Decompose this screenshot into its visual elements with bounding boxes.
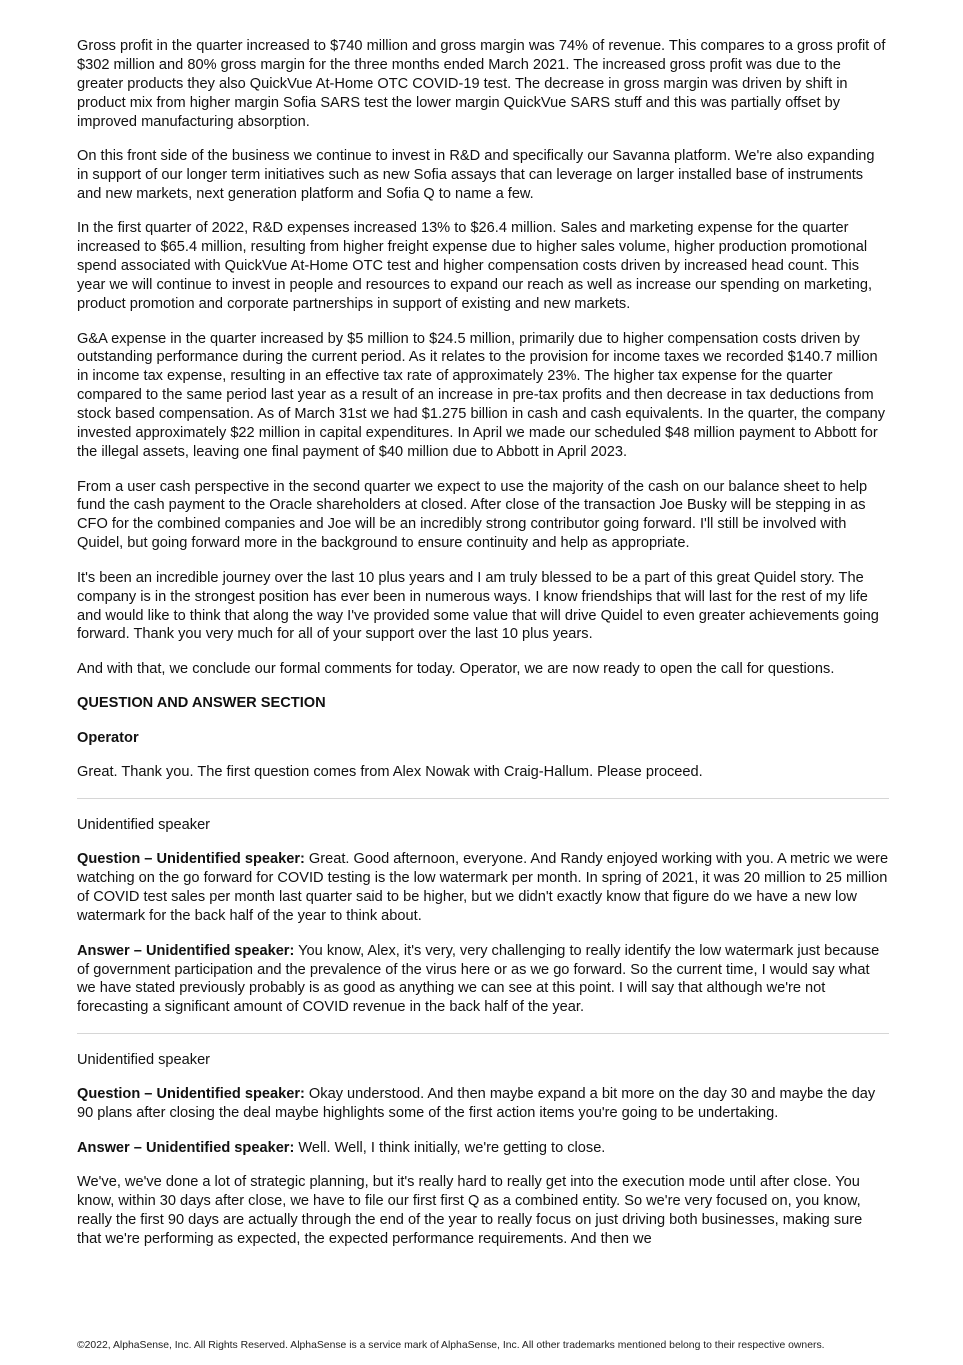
body-paragraph: From a user cash perspective in the second quarter we expect to use the majority of the cash on our balance sheet to help fund the cash payment to the Oracle shareholders at closed. After close of the transaction Joe Busky will be stepping in as CFO for the combined companies and Joe will be an incredibly strong contributor going forward. I'll still be involved with Quidel, but going forward more in the background to ensure continuity and help as appropriate.	[77, 478, 868, 552]
body-paragraph: It's been an incredible journey over the last 10 plus years and I am truly blessed to be a part of this great Quidel story. The company is in the strongest position has ever been in numerous ways. I know friendships that will last for the rest of my life and would like to think that along the way I've provided some value that will drive Quidel to even greater achievements going forward. Thank you very much for all of your support over the last 10 plus years.	[77, 569, 879, 643]
question-label: Question – Unidentified speaker:	[77, 851, 305, 868]
speaker-name: Unidentified speaker	[77, 816, 211, 833]
answer-continuation: We've, we've done a lot of strategic planning, but it's really hard to really get into the execution mode until after close. You know, within 30 days after close, we have to file our first first Q as a combined entity. So we're very focused on, you know, really the first 90 days are actually through the end of the year to really focus on just driving both businesses, making sure that we're performing as expected, the expected performance requirements. And then we	[77, 1174, 863, 1247]
answer-label: Answer – Unidentified speaker:	[77, 942, 295, 959]
question-text: Great. Good afternoon, everyone. And Randy enjoyed working with you. A metric we were watching on the go forward for COVID testing is the low watermark per month. In spring of 2021, it was 20 million to 25 million of COVID test sales per month last quarter said to be higher, but we didn't exactly know that figure do we have a new low watermark for the back half of the year to think about.	[77, 851, 889, 925]
body-paragraph: And with that, we conclude our formal comments for today. Operator, we are now ready to open the call for questions.	[77, 660, 835, 677]
body-paragraph: G&A expense in the quarter increased by $5 million to $24.5 million, primarily due to higher compensation costs driven by outstanding performance during the current period. As it relates to the provision for income taxes we recorded $140.7 million in income tax expense, resulting in an effective tax rate of approximately 23%. The higher tax expense for the quarter compared to the same period last year as a result of an increase in pre-tax profits and then decrease in tax deductions from stock based compensation. As of March 31st we had $1.275 billion in cash and cash equivalents. In the quarter, the company invested approximately $22 million in capital expenditures. In April we made our scheduled $48 million payment to Abbott for the illegal assets, leaving one final payment of $40 million due to Abbott in April 2023.	[77, 330, 886, 460]
question-paragraph	[77, 850, 889, 926]
question-paragraph	[77, 1085, 889, 1123]
answer-label: Answer – Unidentified speaker:	[77, 1139, 295, 1156]
body-paragraph: Gross profit in the quarter increased to $740 million and gross margin was 74% of revenue. This compares to a gross profit of $302 million and 80% gross margin for the three months ended March 2021. The increased gross profit was due to the greater products they also QuickVue At-Home OTC COVID-19 test. The decrease in gross margin was driven by shift in product mix from higher margin Sofia SARS test the lower margin QuickVue SARS stuff and this was partially offset by improved manufacturing absorption.	[77, 38, 886, 130]
qa-section-title: QUESTION AND ANSWER SECTION	[77, 695, 326, 712]
transcript-page	[77, 37, 889, 1265]
question-label: Question – Unidentified speaker:	[77, 1086, 305, 1103]
answer-paragraph	[77, 1139, 889, 1158]
answer-text: Well. Well, I think initially, we're getting to close.	[294, 1139, 606, 1156]
speaker-name: Unidentified speaker	[77, 1051, 211, 1068]
section-divider	[77, 1033, 889, 1034]
copyright-footer: ©2022, AlphaSense, Inc. All Rights Reserved. AlphaSense is a service mark of AlphaSense, Inc. All other trademarks mentioned belong to their respective owners.	[77, 1340, 825, 1351]
question-text: Okay understood. And then maybe expand a bit more on the day 30 and maybe the day 90 plans after closing the deal maybe highlights some of the first action items you're going to be undertaking.	[77, 1086, 876, 1122]
operator-label: Operator	[77, 729, 139, 746]
body-paragraph: In the first quarter of 2022, R&D expenses increased 13% to $26.4 million. Sales and marketing expense for the quarter increased to $65.4 million, resulting from higher freight expense due to higher sales volume, higher production promotional spend associated with QuickVue At-Home OTC test and higher compensation costs driven by increased head count. This year we will continue to invest in people and resources to expand our reach as well as increase our spending on marketing, product promotion and corporate partnerships in support of existing and new markets.	[77, 220, 873, 313]
section-divider	[77, 798, 889, 799]
operator-text: Great. Thank you. The first question comes from Alex Nowak with Craig-Hallum. Please proceed.	[77, 764, 703, 781]
body-paragraph: On this front side of the business we continue to invest in R&D and specifically our Savanna platform. We're also expanding in support of our longer term initiatives such as new Sofia assays that can leverage on larger installed base of instruments and new markets, next generation platform and Sofia Q to name a few.	[77, 148, 875, 202]
answer-text: You know, Alex, it's very, very challenging to really identify the low watermark just because of government participation and the prevalence of the virus here or as we go forward. So the current time, I would say what we have stated previously probably is as good as anything we can see at this point. I will say that although we're not forecasting a significant amount of COVID revenue in the back half of the year.	[77, 942, 880, 1016]
answer-paragraph	[77, 942, 889, 1018]
